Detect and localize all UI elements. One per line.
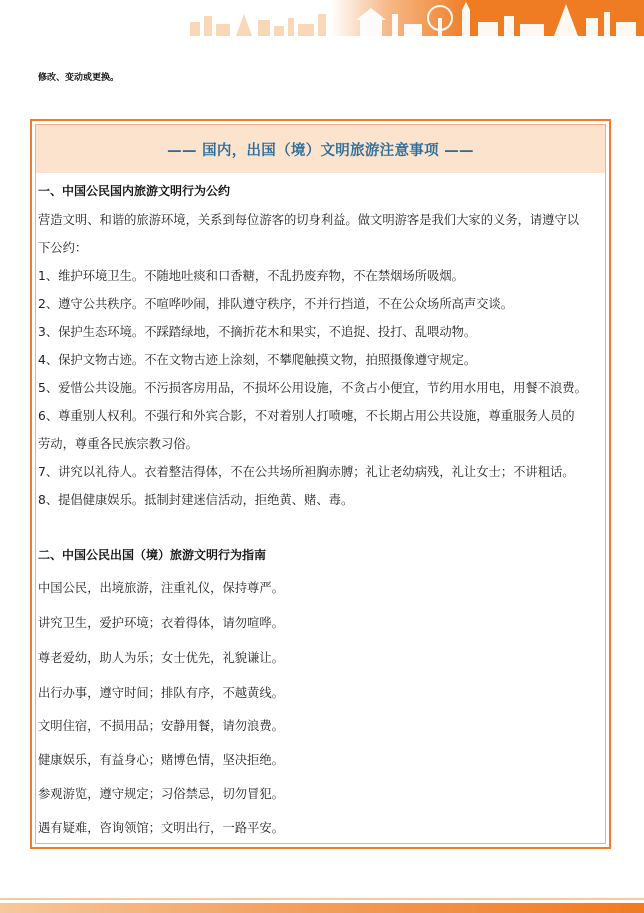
section1-heading: 一、中国公民国内旅游文明行为公约: [38, 184, 231, 198]
section2-line: 文明住宿，不损用品；安静用餐，请勿浪费。: [38, 719, 284, 733]
section1-intro-line1: 营造文明、和谐的旅游环境，关系到每位游客的切身利益。做文明游客是我们大家的义务，请遵守以: [38, 213, 580, 227]
section1-intro-line2: 下公约：: [38, 241, 88, 255]
frame-inner-border: [35, 124, 606, 844]
section2-line: 尊老爱幼，助人为乐；女士优先，礼貌谦让。: [38, 651, 284, 665]
section1-item: 5、爱惜公共设施。不污损客房用品，不损坏公用设施，不贪占小便宜，节约用水用电，用餐不浪费。: [38, 381, 587, 395]
section1-item: 2、遵守公共秩序。不喧哗吵闹，排队遵守秩序，不并行挡道，不在公众场所高声交谈。: [38, 297, 514, 311]
section1-item: 6、尊重别人权利。不强行和外宾合影，不对着别人打喷嚏，不长期占用公共设施，尊重服务人员的: [38, 409, 575, 423]
notice-frame: [30, 119, 611, 849]
section1-item: 8、提倡健康娱乐。抵制封建迷信活动，拒绝黄、赌、毒。: [38, 493, 354, 507]
header-note: 修改、变动或更换。: [38, 73, 120, 83]
bottom-thin-line: [0, 898, 644, 900]
title-band: [36, 125, 605, 173]
section2-line: 讲究卫生，爱护环境；衣着得体，请勿喧哗。: [38, 616, 284, 630]
section1-item-continued: 劳动，尊重各民族宗教习俗。: [38, 437, 198, 451]
section1-item: 7、讲究以礼待人。衣着整洁得体，不在公共场所袒胸赤膊；礼让老幼病残，礼让女士；不讲粗话。: [38, 465, 575, 479]
section1-item: 4、保护文物古迹。不在文物古迹上涂刻，不攀爬触摸文物，拍照摄像遵守规定。: [38, 353, 477, 367]
banner-title: —— 国内，出国（境）文明旅游注意事项 ——: [167, 142, 474, 159]
section2-line: 出行办事，遵守时间；排队有序，不越黄线。: [38, 686, 284, 700]
section2-line: 参观游览，遵守规定；习俗禁忌，切勿冒犯。: [38, 787, 284, 801]
section2-line: 遇有疑难，咨询领馆；文明出行，一路平安。: [38, 821, 284, 835]
top-banner: [0, 0, 644, 36]
bottom-band: [0, 903, 644, 913]
section2-line: 健康娱乐，有益身心；赌博色情，坚决拒绝。: [38, 753, 284, 767]
section1-item: 1、维护环境卫生。不随地吐痰和口香糖，不乱扔废弃物，不在禁烟场所吸烟。: [38, 269, 464, 283]
section2-heading: 二、中国公民出国（境）旅游文明行为指南: [38, 548, 267, 562]
section1-item: 3、保护生态环境。不踩踏绿地，不摘折花木和果实，不追捉、投打、乱喂动物。: [38, 325, 477, 339]
section2-line: 中国公民，出境旅游，注重礼仪，保持尊严。: [38, 581, 284, 595]
city-skyline-icon: [0, 0, 644, 36]
